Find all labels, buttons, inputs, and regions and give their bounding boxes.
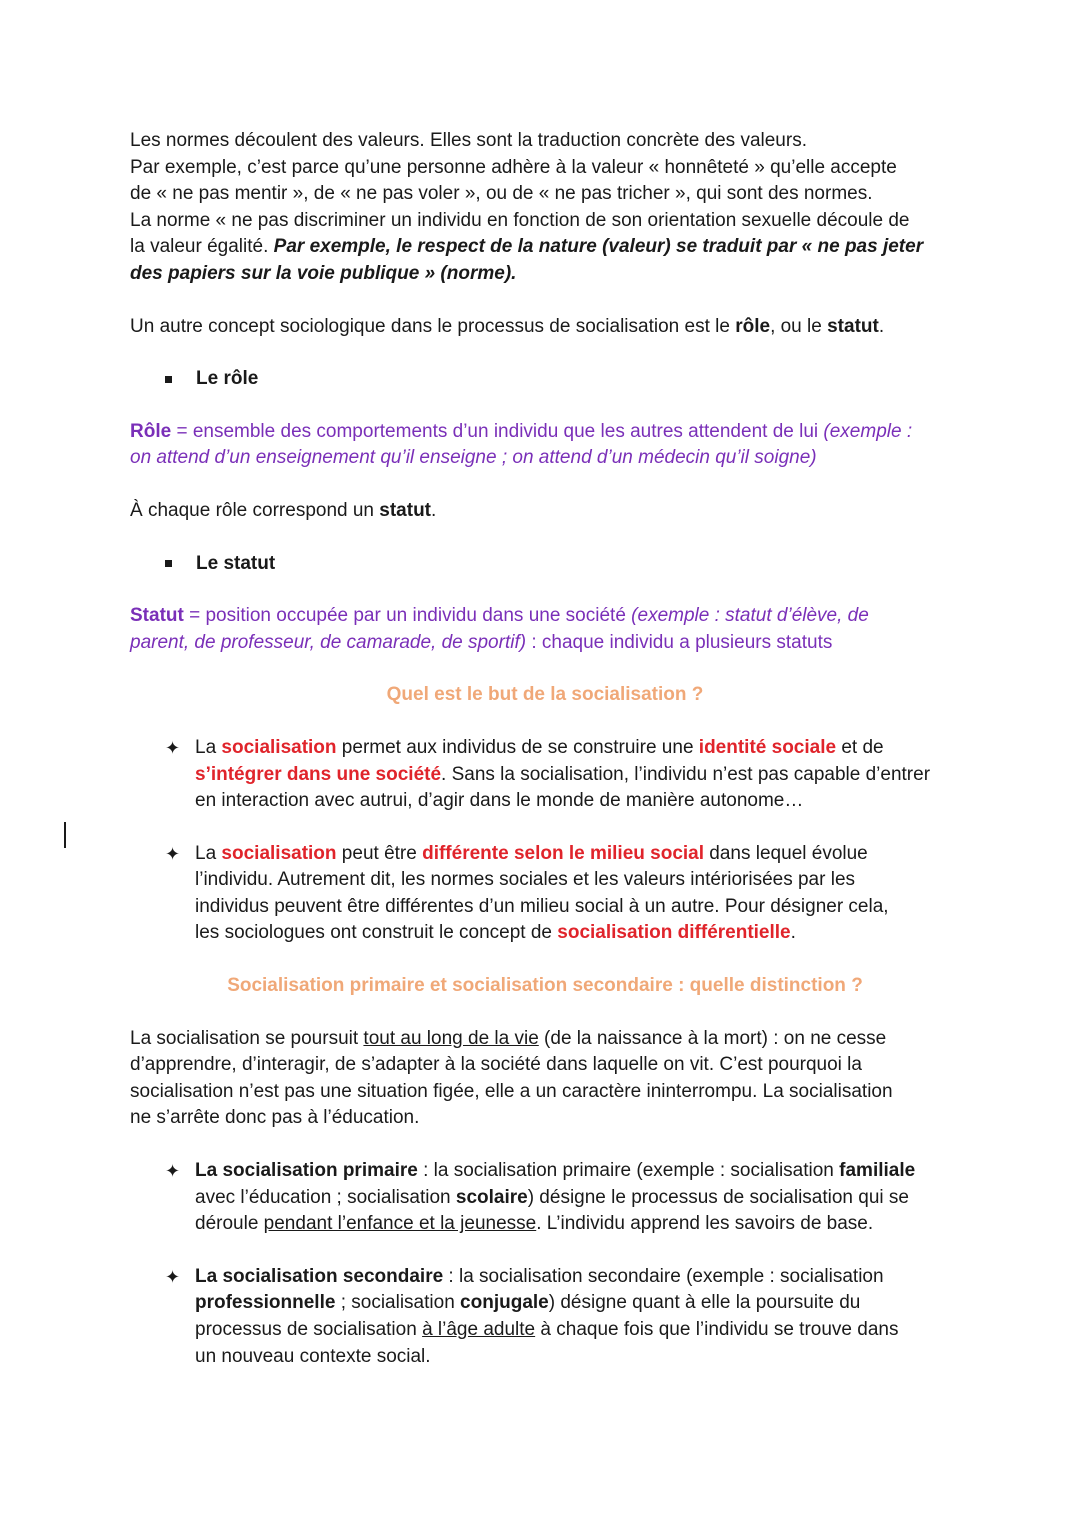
text-line: [130, 419, 960, 446]
text-line: [130, 603, 960, 630]
document-page: [130, 128, 960, 1370]
bullet-item-primary: [165, 1158, 960, 1238]
role-definition: [130, 419, 960, 472]
text-line: [195, 1264, 960, 1291]
text-span: : la socialisation primaire (exemple : socialisation: [417, 1160, 840, 1182]
bullet-text: [195, 735, 960, 815]
underlined-phrase: à l’âge adulte: [422, 1319, 536, 1340]
text-span: la valeur égalité.: [130, 236, 274, 258]
subheading-label: Le rôle: [196, 368, 259, 390]
highlight-term: socialisation: [221, 736, 337, 758]
definition-text: = position occupée par un individu dans une société: [183, 605, 632, 627]
text-cursor: [64, 822, 66, 848]
highlight-term: s’intégrer dans une société: [195, 763, 442, 785]
bullet-item: [165, 841, 960, 947]
definition-text: = ensemble des comportements d’un individu que les autres attendent de lui: [171, 420, 824, 442]
definition-example: (exemple :: [823, 420, 913, 442]
bullet-item: [165, 735, 960, 815]
example-emphasis-line: des papiers sur la voie publique » (norme).: [130, 262, 517, 284]
text-span: La: [195, 736, 222, 758]
highlight-term: différente selon le milieu social: [422, 842, 705, 864]
text-line: [195, 841, 960, 868]
text-span: La: [195, 842, 222, 864]
text-line: [130, 1026, 960, 1053]
bold-term: familiale: [839, 1160, 916, 1182]
text-span: permet aux individus de se construire une: [336, 736, 699, 758]
text-line: [195, 1290, 960, 1317]
highlight-term: socialisation: [221, 842, 337, 864]
bullet-item-secondary: [165, 1264, 960, 1370]
definition-term: Statut: [130, 605, 184, 627]
bullet-text: [195, 1264, 960, 1370]
underlined-phrase: tout au long de la vie: [363, 1027, 539, 1049]
text-span: ) désigne le processus de socialisation qui se: [527, 1186, 909, 1208]
text-line: socialisation n’est pas une situation figée, elle a un caractère ininterrompu. La socialisation: [130, 1080, 893, 1102]
section-heading-distinction: Socialisation primaire et socialisation secondaire : quelle distinction ?: [227, 975, 863, 997]
concept-paragraph: [130, 314, 960, 341]
text-span: peut être: [336, 842, 423, 864]
text-span: déroule: [195, 1213, 264, 1235]
text-span: avec l’éducation ; socialisation: [195, 1186, 456, 1208]
text-span: .: [431, 499, 437, 521]
text-line: en interaction avec autrui, d’agir dans le monde de manière autonome…: [195, 790, 804, 812]
text-span: ) désigne quant à elle la poursuite du: [548, 1292, 861, 1314]
term-role: rôle: [735, 315, 771, 337]
highlight-term: socialisation différentielle: [557, 922, 791, 944]
subheading-statut: [165, 551, 960, 578]
text-line: de « ne pas mentir », de « ne pas voler », ou de « ne pas tricher », qui sont des normes.: [130, 183, 873, 205]
text-span: Un autre concept sociologique dans le processus de socialisation est le: [130, 315, 736, 337]
text-line: [195, 920, 960, 947]
text-line: un nouveau contexte social.: [195, 1345, 431, 1367]
text-span: À chaque rôle correspond un: [130, 499, 380, 521]
text-line: La norme « ne pas discriminer un individu en fonction de son orientation sexuelle découle de: [130, 209, 910, 231]
text-line: [195, 735, 960, 762]
text-line: l’individu. Autrement dit, les normes sociales et les valeurs intériorisées par les: [195, 869, 856, 891]
term-statut: statut: [379, 499, 432, 521]
sparkle-bullet-icon: ✦: [165, 737, 181, 758]
section-heading-goal: Quel est le but de la socialisation ?: [386, 684, 704, 706]
role-statut-link: [130, 498, 960, 525]
text-line: individus peuvent être différentes d’un milieu social à un autre. Pour désigner cela,: [195, 895, 889, 917]
lifelong-paragraph: [130, 1026, 960, 1132]
text-line: ne s’arrête donc pas à l’éducation.: [130, 1107, 420, 1129]
definition-example: (exemple : statut d’élève, de: [631, 605, 869, 627]
text-line: Les normes découlent des valeurs. Elles sont la traduction concrète des valeurs.: [130, 130, 807, 151]
bullet-text: [195, 841, 960, 947]
text-line: [195, 1185, 960, 1212]
text-span: La socialisation se poursuit: [130, 1027, 364, 1049]
text-line: [195, 1317, 960, 1344]
text-line: [195, 1211, 960, 1238]
definition-example: parent, de professeur, de camarade, de sportif): [130, 631, 527, 653]
definition-text: : chaque individu a plusieurs statuts: [526, 631, 833, 653]
text-line: [195, 762, 960, 789]
intro-paragraph: [130, 128, 960, 288]
text-span: processus de socialisation: [195, 1319, 423, 1340]
square-bullet-icon: [165, 376, 172, 383]
bold-term: scolaire: [455, 1186, 528, 1208]
subheading-label: Le statut: [196, 552, 276, 574]
text-span: (de la naissance à la mort) : on ne cesse: [538, 1027, 887, 1049]
text-line: Par exemple, c’est parce qu’une personne adhère à la valeur « honnêteté » qu’elle accepte: [130, 156, 897, 178]
text-span: : la socialisation secondaire (exemple : socialisation: [443, 1265, 884, 1287]
example-emphasis: Par exemple, le respect de la nature (valeur) se traduit par « ne pas jeter: [273, 236, 924, 258]
text-span: . Sans la socialisation, l’individu n’est pas capable d’entrer: [441, 763, 931, 785]
text-line: [130, 234, 960, 261]
bullet-title: La socialisation secondaire: [195, 1265, 444, 1287]
definition-example-line: on attend d’un enseignement qu’il enseigne ; on attend d’un médecin qu’il soigne): [130, 447, 817, 469]
term-statut: statut: [827, 315, 879, 337]
text-span: et de: [836, 736, 884, 758]
text-line: [195, 1158, 960, 1185]
underlined-phrase: pendant l’enfance et la jeunesse: [263, 1213, 537, 1235]
text-span: .: [790, 922, 796, 944]
sparkle-bullet-icon: ✦: [165, 1161, 181, 1182]
highlight-term: identité sociale: [698, 736, 837, 758]
sparkle-bullet-icon: ✦: [165, 843, 181, 864]
text-span: , ou le: [770, 315, 828, 337]
bold-term: conjugale: [460, 1292, 549, 1314]
bullet-title: La socialisation primaire: [195, 1160, 418, 1182]
text-span: .: [878, 315, 885, 337]
bold-term: professionnelle: [195, 1292, 336, 1314]
subheading-role: [165, 366, 960, 393]
text-span: à chaque fois que l’individu se trouve dans: [535, 1319, 899, 1340]
text-span: dans lequel évolue: [704, 842, 868, 864]
square-bullet-icon: [165, 560, 172, 567]
definition-term: Rôle: [130, 420, 172, 442]
text-span: les sociologues ont construit le concept de: [195, 922, 558, 944]
sparkle-bullet-icon: ✦: [165, 1266, 181, 1287]
statut-definition: [130, 603, 960, 656]
text-span: ; socialisation: [335, 1292, 461, 1314]
bullet-text: [195, 1158, 960, 1238]
text-line: d’apprendre, d’interagir, de s’adapter à la société dans laquelle on vit. C’est pourquoi la: [130, 1054, 862, 1076]
text-span: . L’individu apprend les savoirs de base.: [536, 1213, 874, 1235]
text-line: [130, 630, 960, 657]
